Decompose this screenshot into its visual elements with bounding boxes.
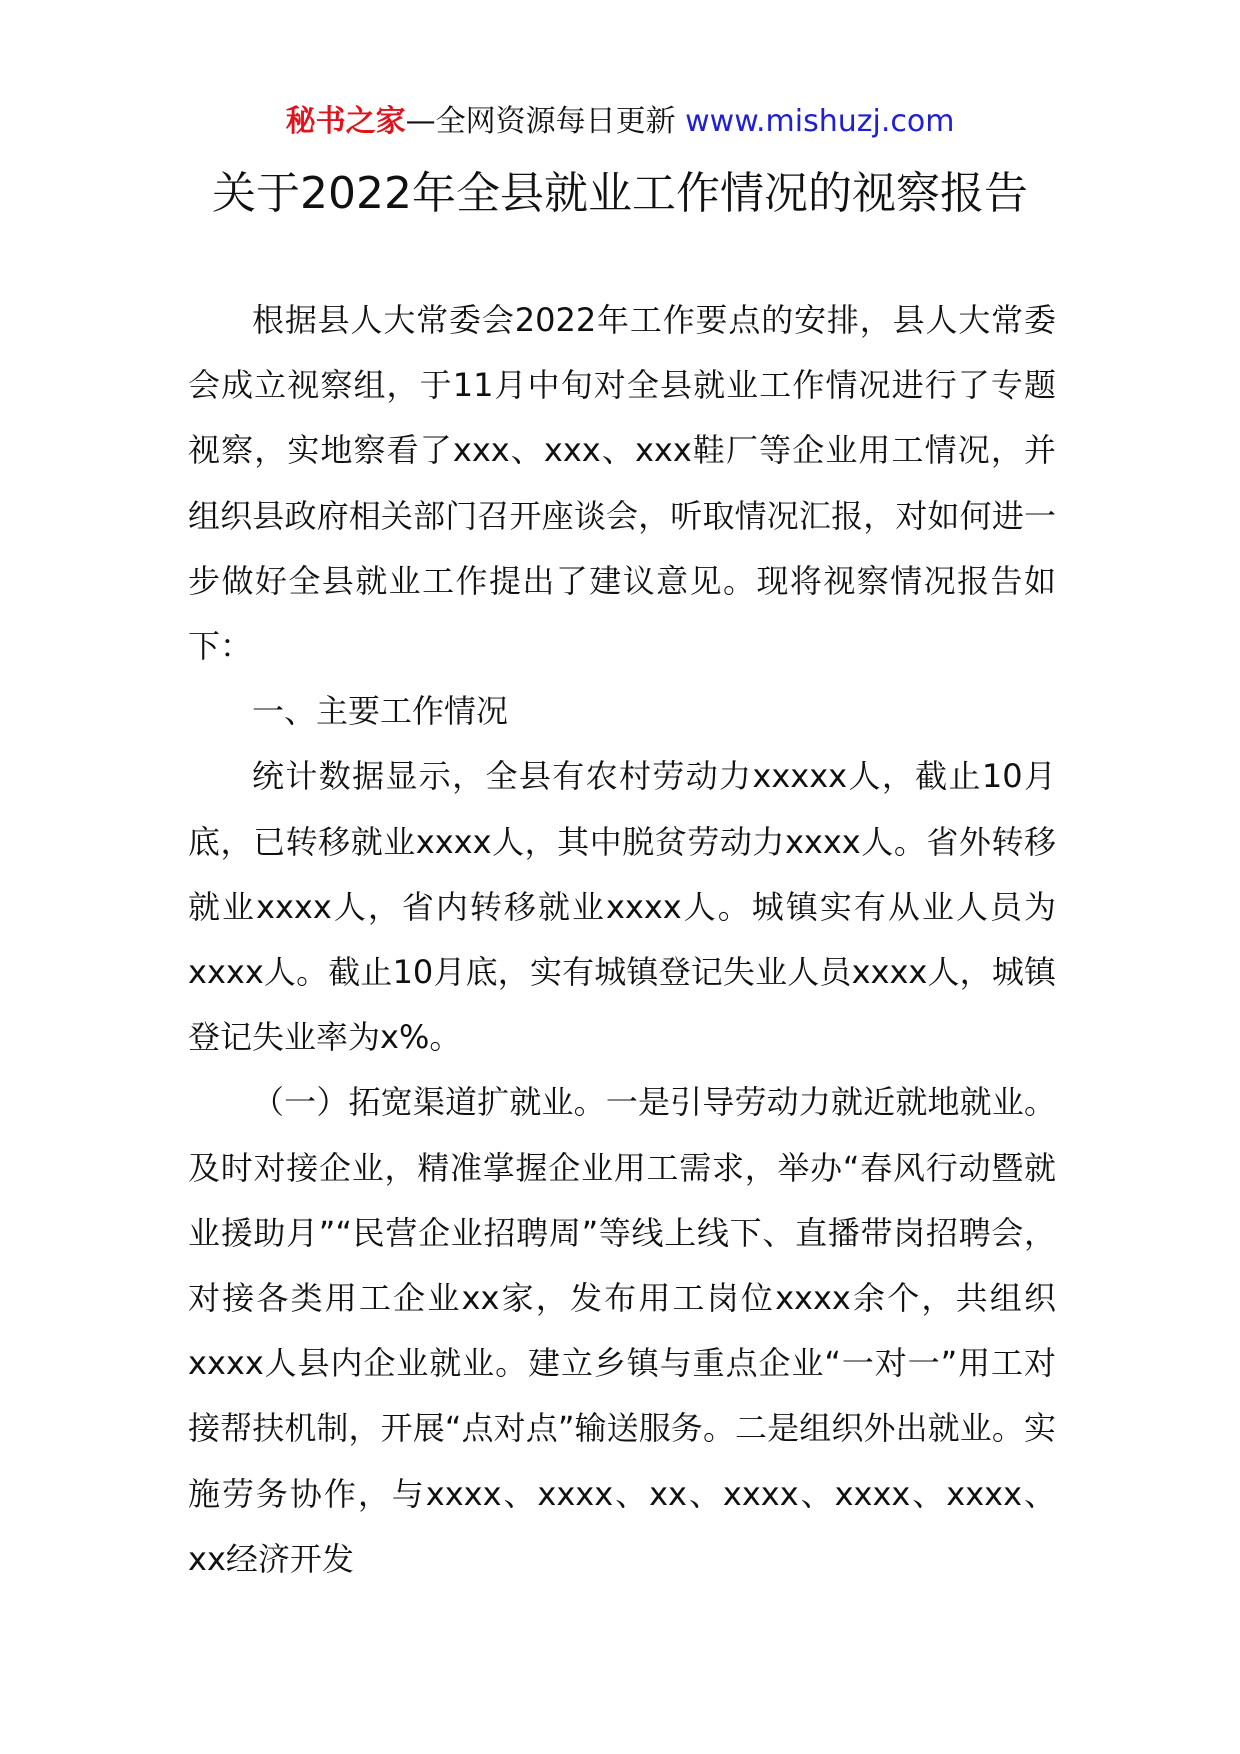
- paragraph-channels: （一）拓宽渠道扩就业。一是引导劳动力就近就地就业。及时对接企业，精准掌握企业用工需求，举办“春风行动暨就业援助月”“民营企业招聘周”等线上线下、直播带岗招聘会，对接各类用工企业xx家，发布用工岗位xxxx余个，共组织xxxx人县内企业就业。建立乡镇与重点企业“一对一”用工对接帮扶机制，开展“点对点”输送服务。二是组织外出就业。实施劳务协作，与xxxx、xxxx、xx、xxxx、xxxx、xxxx、xx经济开发: [188, 1083, 1056, 1578]
- site-header: [0, 100, 1240, 144]
- document-body: [188, 288, 1056, 1592]
- site-tagline: —全网资源每日更新: [405, 104, 686, 139]
- document-title: 关于2022年全县就业工作情况的视察报告: [212, 168, 1028, 219]
- site-url-link[interactable]: www.mishuzj.com: [685, 104, 955, 139]
- section-heading: 一、主要工作情况: [252, 692, 509, 731]
- site-brand: 秘书之家: [285, 104, 406, 139]
- paragraph-statistics: 统计数据显示，全县有农村劳动力xxxxx人，截止10月底，已转移就业xxxx人，其中脱贫劳动力xxxx人。省外转移就业xxxx人，省内转移就业xxxx人。城镇实有从业人员为xxxx人。截止10月底，实有城镇登记失业人员xxxx人，城镇登记失业率为x%。: [188, 757, 1056, 1057]
- paragraph-intro: 根据县人大常委会2022年工作要点的安排，县人大常委会成立视察组，于11月中旬对全县就业工作情况进行了专题视察，实地察看了xxx、xxx、xxx鞋厂等企业用工情况，并组织县政府相关部门召开座谈会，听取情况汇报，对如何进一步做好全县就业工作提出了建议意见。现将视察情况报告如下：: [188, 301, 1056, 666]
